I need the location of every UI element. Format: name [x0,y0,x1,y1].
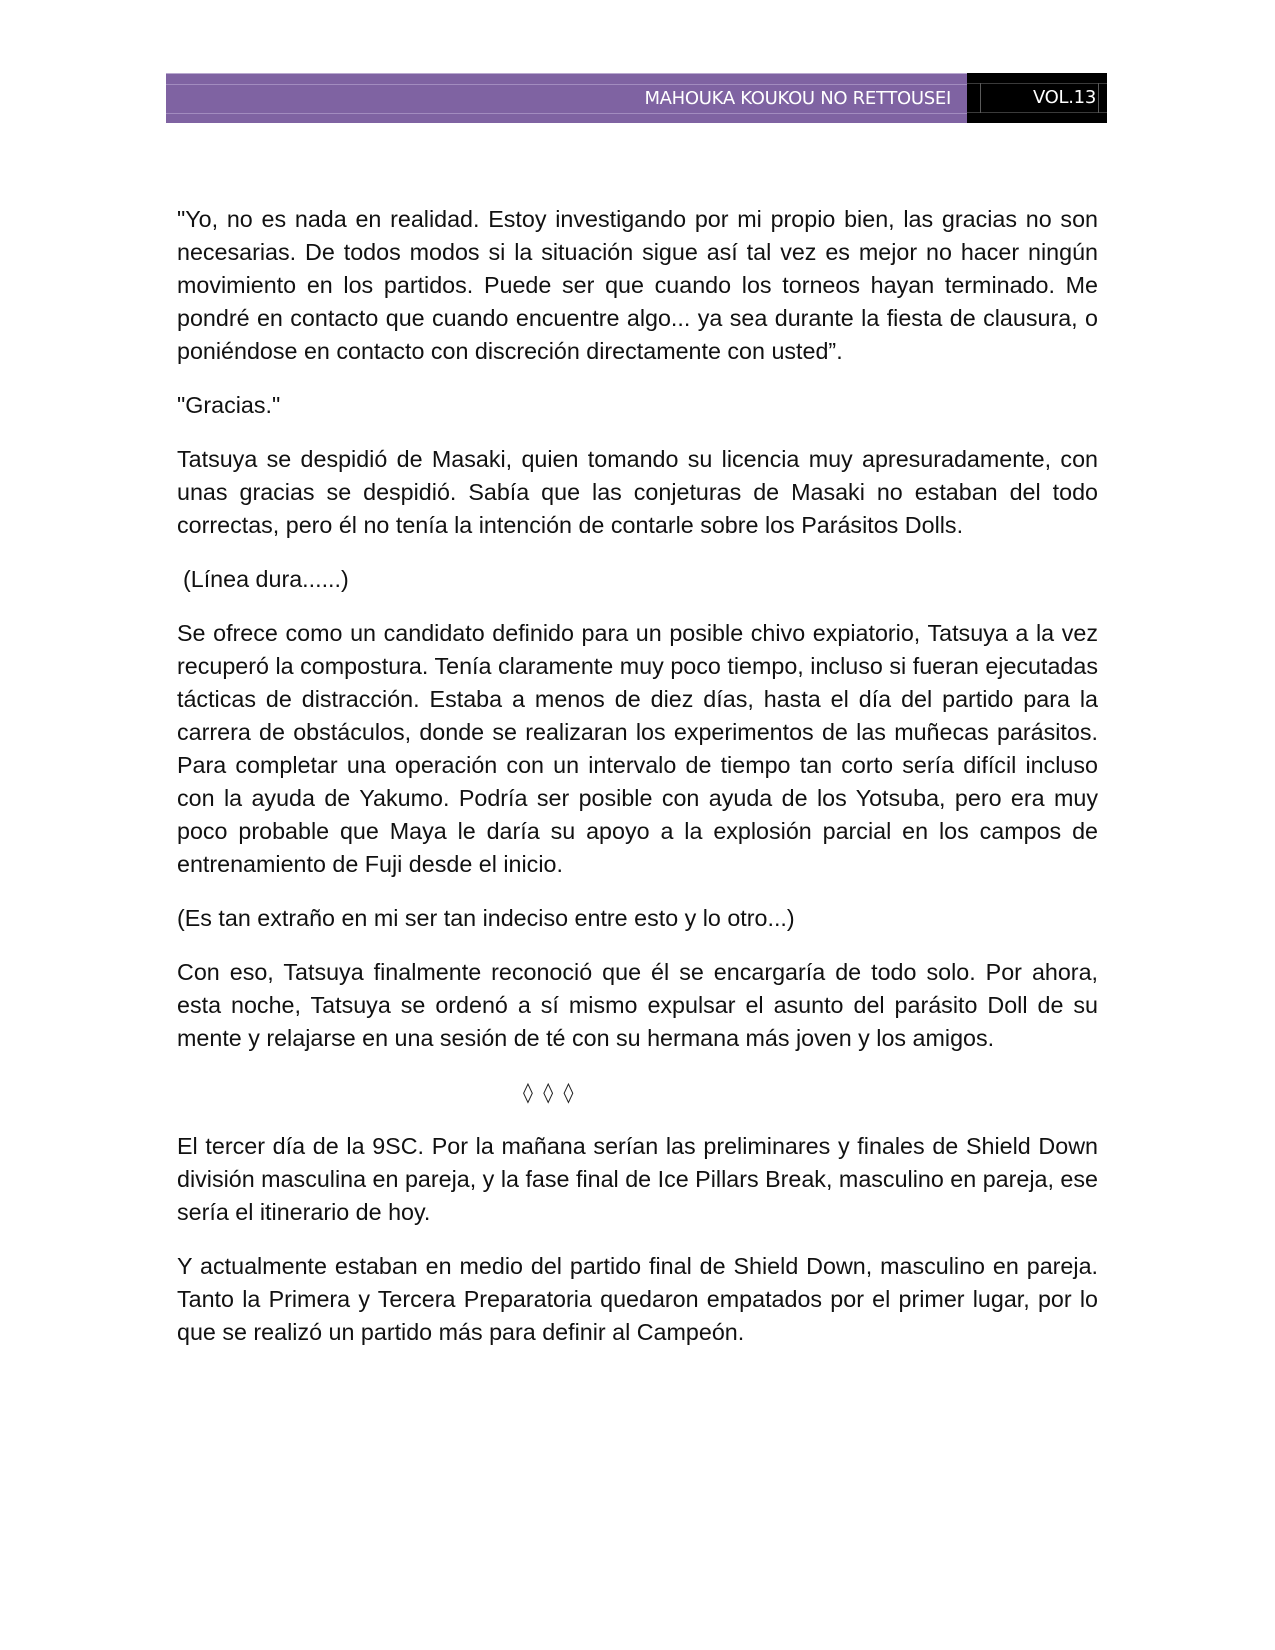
volume-rule-top [967,83,1107,84]
paragraph-scapegoat: Se ofrece como un candidato definido para un posible chivo expiatorio, Tatsuya a la vez recuperó la compostura. Tenía claramente muy poco tiempo, incluso si fueran ejecutadas tácticas de distracción. Estaba a menos de diez días, hasta el día del partido para la carrera de obstáculos, donde se realizaran los experimentos de las muñecas parásitos. Para completar una operación con un intervalo de tiempo tan corto sería difícil incluso con la ayuda de Yakumo. Podría ser posible con ayuda de los Yotsuba, pero era muy poco probable que Maya le daría su apoyo a la explosión parcial en los campos de entrenamiento de Fuji desde el inicio. [177,620,1098,877]
paragraph-masaki-dialogue: "Yo, no es nada en realidad. Estoy investigando por mi propio bien, las gracias no son necesarias. De todos modos si la situación sigue así tal vez es mejor no hacer ningún movimiento en los partidos. Puede ser que cuando los torneos hayan terminado. Me pondré en contacto que cuando encuentre algo... ya sea durante la fiesta de clausura, o poniéndose en contacto con discreción directamente con usted”. [177,206,1098,364]
header-rule-top [166,84,967,85]
paragraph-farewell: Tatsuya se despidió de Masaki, quien tomando su licencia muy apresuradamente, con unas gracias se despidió. Sabía que las conjeturas de Masaki no estaban del todo correctas, pero él no tenía la intención de contarle sobre los Parásitos Dolls. [177,446,1098,538]
page-header [166,73,1107,123]
header-title-band [166,73,967,123]
paragraph-thought-hard-line: (Línea dura......) [183,566,349,592]
page-body [177,203,1098,1370]
paragraph-thought-indecisive: (Es tan extraño en mi ser tan indeciso entre esto y lo otro...) [177,905,795,931]
scene-break-diamonds: ◊ ◊ ◊ [523,1080,576,1104]
header-rule-bottom [166,113,967,114]
volume-rule-left [980,83,981,113]
paragraph-shield-down-final: Y actualmente estaban en medio del partido final de Shield Down, masculino en pareja. Tanto la Primera y Tercera Preparatoria quedaron empatados por el primer lugar, por lo que se realizó un partido más para definir al Campeón. [177,1253,1098,1345]
paragraph-thanks: "Gracias." [177,392,281,418]
paragraph-decision: Con eso, Tatsuya finalmente reconoció que él se encargaría de todo solo. Por ahora, esta noche, Tatsuya se ordenó a sí mismo expulsar el asunto del parásito Doll de su mente y relajarse en una sesión de té con su hermana más joven y los amigos. [177,959,1098,1051]
series-title: MAHOUKA KOUKOU NO RETTOUSEI [644,88,951,109]
paragraph-third-day: El tercer día de la 9SC. Por la mañana serían las preliminares y finales de Shield Down división masculina en pareja, y la fase final de Ice Pillars Break, masculino en pareja, ese sería el itinerario de hoy. [177,1133,1098,1225]
volume-rule-right [1098,83,1099,113]
volume-number: VOL.13 [1032,87,1096,108]
header-volume-band [967,73,1107,123]
volume-rule-bottom [967,112,1107,113]
